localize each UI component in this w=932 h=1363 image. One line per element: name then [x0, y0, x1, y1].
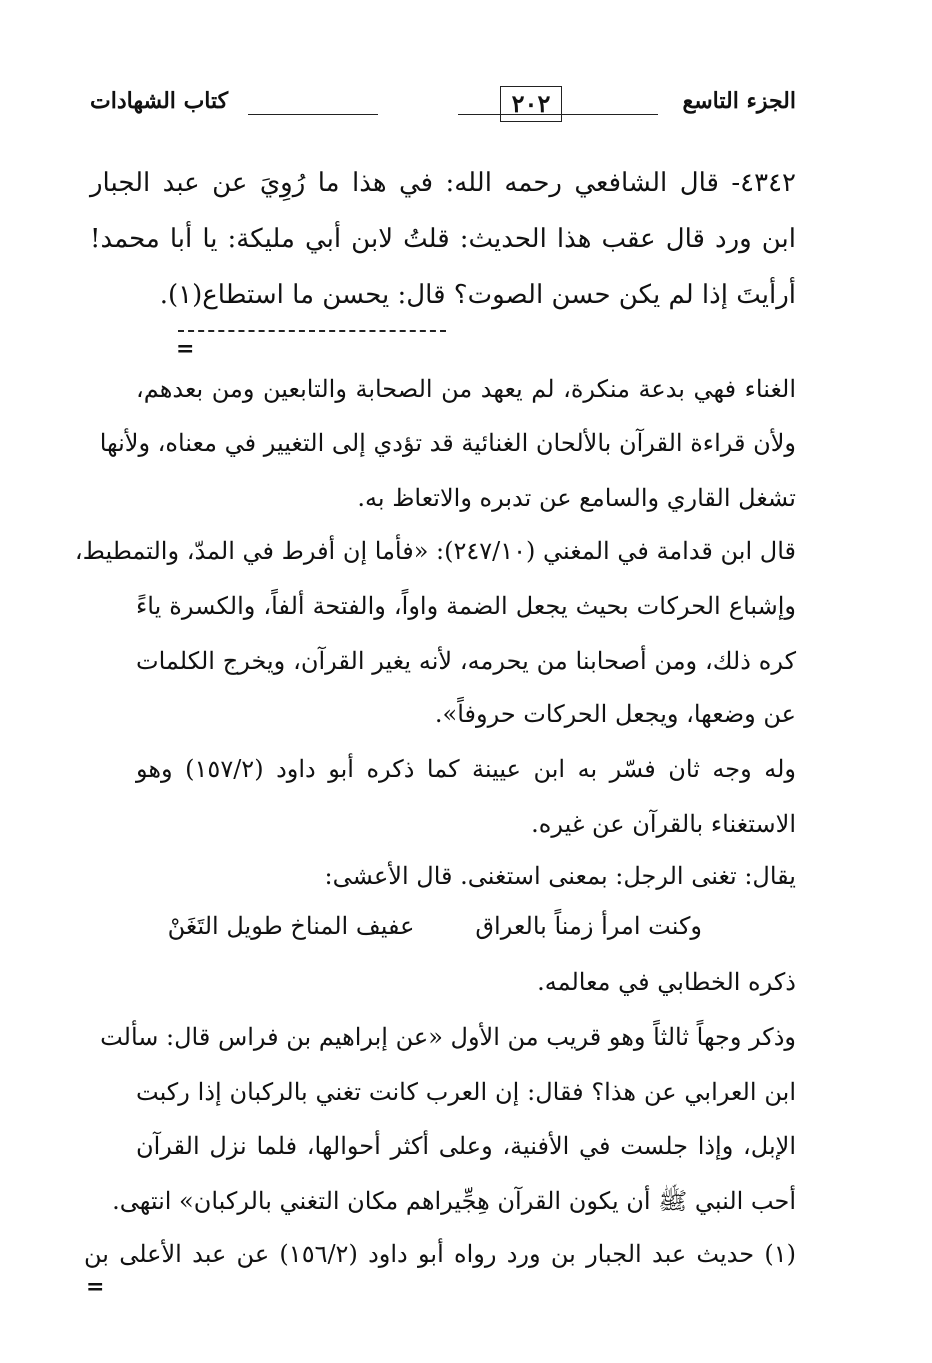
commentary-line: يقال: تغنى الرجل: بمعنى استغنى. قال الأعشى:: [324, 862, 796, 890]
running-header: [90, 88, 796, 128]
commentary-line: الغناء فهي بدعة منكرة، لم يعهد من الصحابة والتابعين ومن بعدهم،: [136, 375, 796, 403]
commentary-line: كره ذلك، ومن أصحابنا من يحرمه، لأنه يغير القرآن، ويخرج الكلمات: [136, 647, 796, 675]
commentary-line: ابن العرابي عن هذا؟ فقال: إن العرب كانت تغني بالركبان إذا ركبت: [136, 1078, 796, 1106]
commentary-line: ذكره الخطابي في معالمه.: [537, 968, 796, 996]
commentary-line: وإشباع الحركات بحيث يجعل الضمة واواً، والفتحة ألفاً، والكسرة ياءً: [136, 592, 796, 620]
main-text-line: ابن ورد قال عقب هذا الحديث: قلتُ لابن أبي مليكة: يا أبا محمد!: [90, 224, 796, 254]
commentary-line: الإبل، وإذا جلست في الأفنية، وعلى أكثر أحوالها، فلما نزل القرآن: [136, 1132, 796, 1160]
commentary-line: وذكر وجهاً ثالثاً وهو قريب من الأول «عن إبراهيم بن فراس قال: سألت: [100, 1023, 796, 1051]
footnote-separator: [178, 330, 446, 332]
commentary-line: قال ابن قدامة في المغني (٢٤٧/١٠): «فأما إن أفرط في المدّ، والتمطيط،: [74, 537, 796, 565]
part-label: الجزء التاسع: [682, 88, 796, 114]
header-rule-left: [248, 114, 378, 115]
book-title: كتاب الشهادات: [90, 88, 229, 114]
continuation-mark: =: [176, 336, 195, 362]
poetry-verse: وكنت امرأ زمناً بالعراق عفيف المناخ طويل التَغَنْ: [167, 912, 702, 940]
main-text-line: ٤٣٤٢- قال الشافعي رحمه الله: في هذا ما رُوِيَ عن عبد الجبار: [90, 168, 796, 198]
commentary-line: عن وضعها، ويجعل الحركات حروفاً».: [434, 700, 796, 728]
main-text-line: أرأيتَ إذا لم يكن حسن الصوت؟ قال: يحسن ما استطاع(١).: [159, 280, 796, 310]
commentary-line: وله وجه ثان فسّر به ابن عيينة كما ذكره أبو داود (١٥٧/٢) وهو: [136, 755, 796, 783]
commentary-line: الاستغناء بالقرآن عن غيره.: [531, 810, 796, 838]
commentary-line: تشغل القاري والسامع عن تدبره والاتعاظ به.: [357, 484, 796, 512]
page-number: ٢٠٢: [500, 86, 562, 122]
commentary-line: ولأن قراءة القرآن بالألحان الغنائية قد تؤدي إلى التغيير في معناه، ولأنها: [99, 429, 796, 457]
footnote-line: (١) حديث عبد الجبار بن ورد رواه أبو داود (١٥٦/٢) عن عبد الأعلى بن: [84, 1240, 796, 1268]
footnote-continuation-mark: =: [86, 1274, 105, 1300]
commentary-line: أحب النبي ﷺ أن يكون القرآن هِجِّيراهم مكان التغني بالركبان» انتهى.: [112, 1187, 796, 1215]
